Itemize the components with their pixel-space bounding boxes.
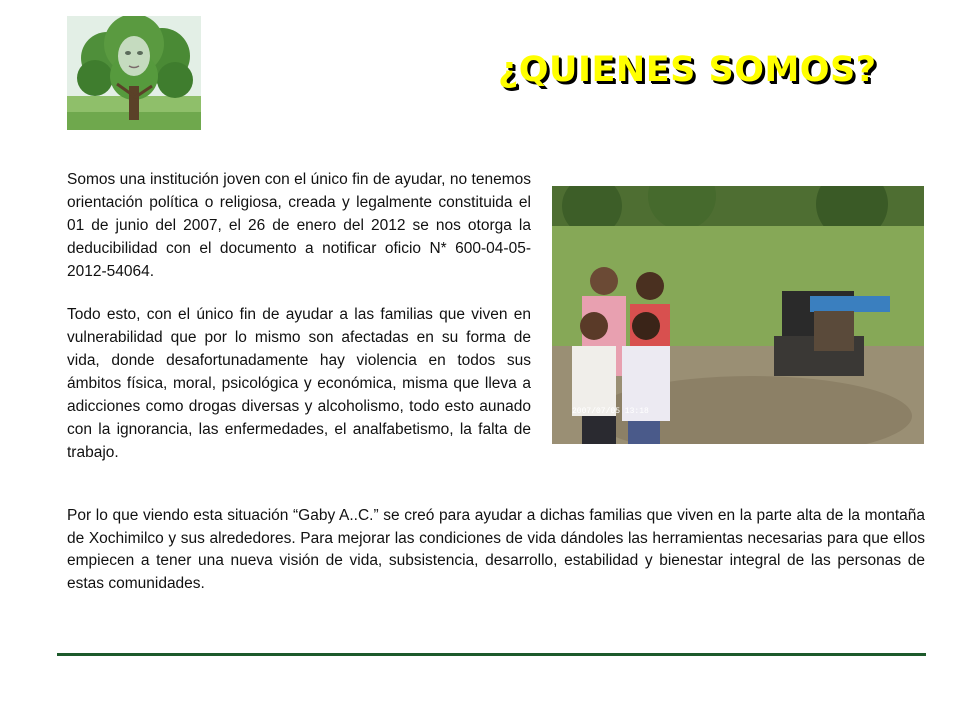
mission-paragraph: Todo esto, con el único fin de ayudar a las familias que viven en vulnerabilidad que por lo mismo son afectadas en su forma de vida, donde desafortunadamente hay violencia en todos sus ámbitos física, moral, psicológica y económica, misma que lleva a adicciones como drogas diversas y alcoholismo, todo esto aunado con la ignorancia, las enfermedades, el analfabetismo, la falta de trabajo. — [67, 306, 531, 461]
page-title: ¿QUIENES SOMOS? — [498, 50, 877, 90]
tree-face-logo — [67, 16, 201, 130]
children-outdoors-photo — [552, 186, 924, 444]
photo-date-stamp: 2007/07/05 13:18 — [572, 407, 649, 416]
tree-logo-image — [67, 16, 201, 130]
purpose-paragraph: Por lo que viendo esta situación “Gaby A..C.” se creó para ayudar a dichas familias que viven en la parte alta de la montaña de Xochimilco y sus alrededores. Para mejorar las condiciones de vida dándoles las herramientas necesarias para que ellos empiecen a tener una nueva visión de vida, subsistencia, desarrollo, estabilidad y bienestar integral de las personas de estas comunidades. — [67, 507, 925, 592]
intro-paragraph: Somos una institución joven con el único fin de ayudar, no tenemos orientación política o religiosa, creada y legalmente constituida el 01 de junio del 2007, el 26 de enero del 2012 se nos otorga la deducibilidad con el documento a notificar oficio N* 600-04-05-2012-54064. — [67, 171, 531, 280]
footer-divider — [57, 653, 926, 656]
photo-image — [552, 186, 924, 444]
